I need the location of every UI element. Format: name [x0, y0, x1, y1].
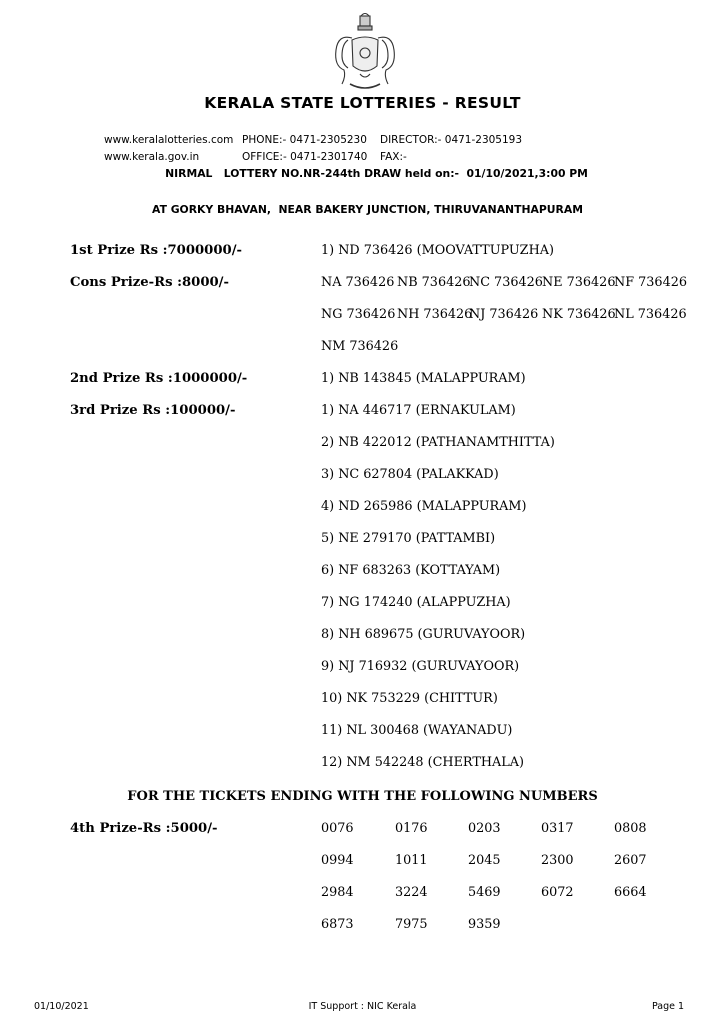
fourth-prize-number: 0317: [541, 821, 574, 836]
cons-prize-ticket: NA 736426: [321, 275, 395, 290]
second-prize-winner: 1) NB 143845 (MALAPPURAM): [321, 371, 526, 386]
fourth-prize-number: 2607: [614, 853, 647, 868]
third-prize-winner: 11) NL 300468 (WAYANADU): [321, 723, 513, 738]
fourth-prize-number: 7975: [395, 917, 428, 932]
fourth-prize-number: 0808: [614, 821, 647, 836]
footer-support: IT Support : NIC Kerala: [308, 1001, 417, 1012]
third-prize-winner: 3) NC 627804 (PALAKKAD): [321, 467, 499, 482]
cons-prize-ticket: NB 736426: [397, 275, 471, 290]
third-prize-winner: 6) NF 683263 (KOTTAYAM): [321, 563, 501, 578]
cons-prize-ticket: NH 736426: [397, 307, 473, 322]
website-link[interactable]: www.keralalotteries.com: [104, 134, 234, 146]
second-prize-label: 2nd Prize Rs :1000000/-: [70, 371, 248, 386]
third-prize-winner: 4) ND 265986 (MALAPPURAM): [321, 499, 527, 514]
third-prize-winner: 8) NH 689675 (GURUVAYOOR): [321, 627, 526, 642]
cons-prize-ticket: NM 736426: [321, 339, 399, 354]
cons-prize-row: [321, 275, 687, 295]
fourth-prize-label: 4th Prize-Rs :5000/-: [70, 821, 218, 836]
cons-prize-row: [321, 307, 687, 327]
cons-prize-ticket: NE 736426: [542, 275, 616, 290]
cons-prize-ticket: NL 736426: [614, 307, 687, 322]
fourth-prize-number: 0994: [321, 853, 354, 868]
third-prize-label: 3rd Prize Rs :100000/-: [70, 403, 236, 418]
third-prize-winner: 12) NM 542248 (CHERTHALA): [321, 755, 524, 770]
venue-text: AT GORKY BHAVAN, NEAR BAKERY JUNCTION, THIRUVANANTHAPURAM: [152, 203, 583, 216]
phone-text: PHONE:- 0471-2305230: [242, 134, 367, 146]
fourth-prize-number: 0076: [321, 821, 354, 836]
footer-date: 01/10/2021: [34, 1001, 89, 1012]
first-prize-winner: 1) ND 736426 (MOOVATTUPUZHA): [321, 243, 554, 258]
page-title: KERALA STATE LOTTERIES - RESULT: [204, 94, 521, 112]
gov-website-link[interactable]: www.kerala.gov.in: [104, 151, 200, 163]
draw-info: NIRMAL LOTTERY NO.NR-244th DRAW held on:- 01/10/2021,3:00 PM: [165, 167, 588, 180]
cons-prize-row: [321, 339, 683, 359]
fourth-prize-number: 0176: [395, 821, 428, 836]
cons-prize-ticket: NJ 736426: [469, 307, 539, 322]
fourth-prize-number: 5469: [468, 885, 501, 900]
fourth-prize-number: 1011: [395, 853, 428, 868]
fourth-prize-number: 6072: [541, 885, 574, 900]
third-prize-winner: 2) NB 422012 (PATHANAMTHITTA): [321, 435, 555, 450]
cons-prize-ticket: NK 736426: [542, 307, 616, 322]
footer-page-number: Page 1: [652, 1001, 685, 1012]
third-prize-winner: 9) NJ 716932 (GURUVAYOOR): [321, 659, 520, 674]
office-text: OFFICE:- 0471-2301740: [242, 151, 368, 163]
third-prize-winner: 5) NE 279170 (PATTAMBI): [321, 531, 496, 546]
fax-text: FAX:-: [380, 151, 407, 163]
cons-prize-ticket: NF 736426: [614, 275, 687, 290]
director-text: DIRECTOR:- 0471-2305193: [380, 134, 523, 146]
third-prize-winner: 7) NG 174240 (ALAPPUZHA): [321, 595, 511, 610]
fourth-prize-number: 2045: [468, 853, 501, 868]
cons-prize-ticket: NG 736426: [321, 307, 396, 322]
third-prize-winner: 10) NK 753229 (CHITTUR): [321, 691, 498, 706]
fourth-prize-number: 2984: [321, 885, 354, 900]
fourth-prize-number: 9359: [468, 917, 501, 932]
first-prize-label: 1st Prize Rs :7000000/-: [70, 243, 242, 258]
ending-numbers-heading: FOR THE TICKETS ENDING WITH THE FOLLOWING NUMBERS: [127, 789, 598, 804]
cons-prize-label: Cons Prize-Rs :8000/-: [70, 275, 229, 290]
third-prize-winner: 1) NA 446717 (ERNAKULAM): [321, 403, 516, 418]
fourth-prize-number: 0203: [468, 821, 501, 836]
fourth-prize-number: 3224: [395, 885, 428, 900]
fourth-prize-number: 6873: [321, 917, 354, 932]
fourth-prize-number: 6664: [614, 885, 647, 900]
cons-prize-ticket: NC 736426: [469, 275, 543, 290]
kerala-state-emblem-icon: [330, 10, 400, 94]
fourth-prize-number: 2300: [541, 853, 574, 868]
